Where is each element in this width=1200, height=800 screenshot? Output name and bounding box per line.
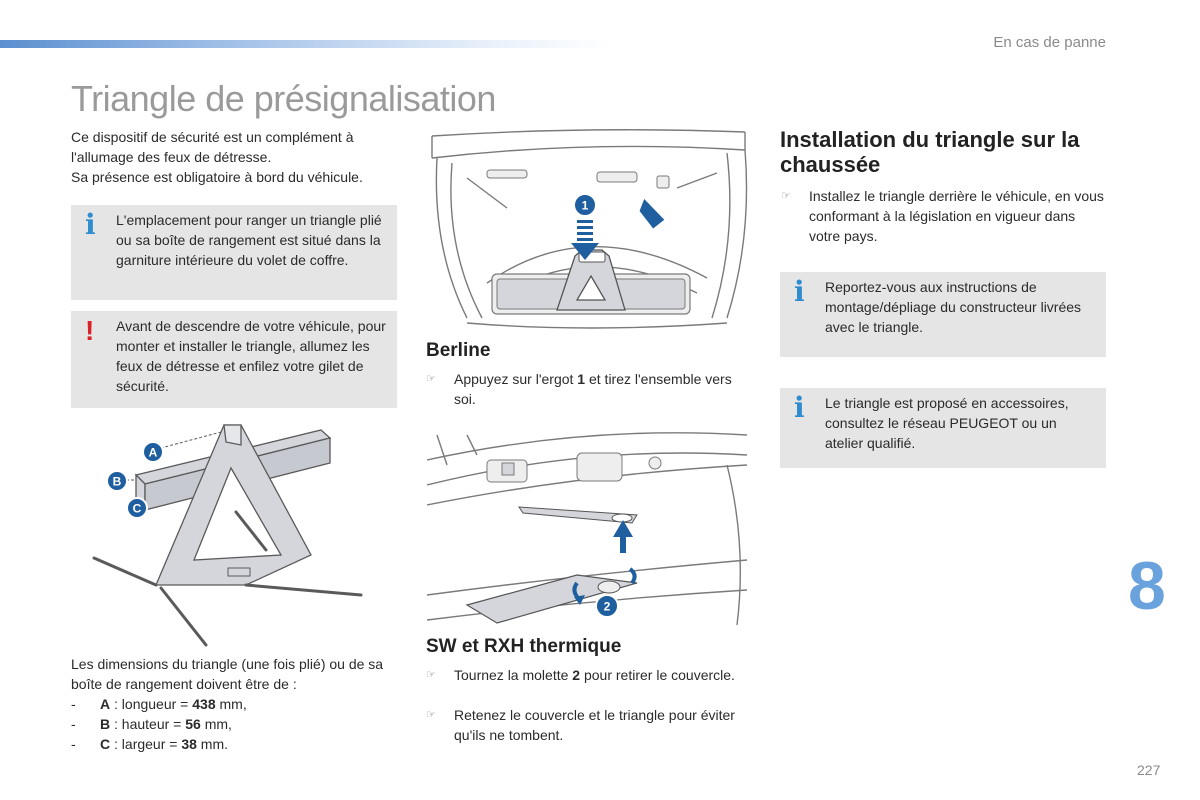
info-box-instructions-text: Reportez-vous aux instructions de montage/dépliage du constructeur livrées avec le triangle. bbox=[825, 279, 1082, 335]
sw-step-2: ☞ Retenez le couvercle et le triangle pour éviter qu'ils ne tombent. bbox=[426, 707, 735, 743]
berline-step-1: ☞ Appuyez sur l'ergot 1 et tirez l'ensemble vers soi. bbox=[426, 371, 732, 407]
section-header: En cas de panne bbox=[993, 34, 1106, 51]
dimensions-text bbox=[71, 654, 401, 754]
label-a bbox=[143, 442, 163, 462]
page-number: 227 bbox=[1137, 762, 1161, 778]
sw-title: SW et RXH thermique bbox=[426, 636, 622, 657]
header-gradient-bar bbox=[0, 40, 610, 48]
bullet-hand-icon: ☞ bbox=[426, 709, 436, 721]
berline-title: Berline bbox=[426, 340, 491, 361]
label-b bbox=[107, 471, 127, 491]
step-badge-1 bbox=[574, 194, 596, 216]
step-badge-2 bbox=[596, 595, 618, 617]
info-box-instructions bbox=[780, 272, 1106, 357]
info-box-storage-text: L'emplacement pour ranger un triangle plié ou sa boîte de rangement est situé dans la garniture intérieure du volet de coffre. bbox=[116, 212, 382, 268]
info-box-accessories-text: Le triangle est proposé en accessoires, consultez le réseau PEUGEOT ou un atelier qualifié. bbox=[825, 395, 1069, 451]
svg-text:2: 2 bbox=[603, 599, 611, 614]
info-box-accessories bbox=[780, 388, 1106, 468]
info-box-storage bbox=[71, 205, 397, 300]
label-c bbox=[127, 498, 147, 518]
intro-line-2: Sa présence est obligatoire à bord du véhicule. bbox=[71, 169, 363, 185]
svg-text:C: C bbox=[132, 501, 142, 516]
warning-icon: ! bbox=[85, 315, 95, 346]
info-icon: i bbox=[794, 275, 805, 308]
svg-text:B: B bbox=[112, 474, 122, 489]
svg-text:A: A bbox=[148, 445, 158, 460]
info-icon: i bbox=[794, 391, 805, 424]
intro-text bbox=[71, 127, 401, 187]
svg-text:1: 1 bbox=[581, 198, 589, 213]
berline-tailgate-figure bbox=[427, 128, 752, 333]
dimension-b: - B : hauteur = 56 mm, bbox=[71, 716, 232, 732]
bullet-hand-icon: ☞ bbox=[781, 190, 791, 202]
dimension-c: - C : largeur = 38 mm. bbox=[71, 736, 229, 752]
installation-title: Installation du triangle sur la chaussée bbox=[780, 127, 1080, 177]
bullet-hand-icon: ☞ bbox=[426, 669, 436, 681]
chapter-number: 8 bbox=[1128, 548, 1166, 624]
warning-box-hazard bbox=[71, 311, 397, 408]
dimensions-intro: Les dimensions du triangle (une fois plié) ou de sa boîte de rangement doivent être de : bbox=[71, 656, 384, 692]
sw-tailgate-figure bbox=[427, 425, 749, 630]
triangle-dimensions-figure bbox=[86, 420, 386, 650]
intro-line-1: Ce dispositif de sécurité est un complément à l'allumage des feux de détresse. bbox=[71, 129, 354, 165]
installation-step: ☞ Installez le triangle derrière le véhicule, en vous conformant à la législation en vigueur dans votre pays. bbox=[781, 188, 1104, 244]
page-title: Triangle de présignalisation bbox=[71, 78, 496, 119]
sw-step-1: ☞ Tournez la molette 2 pour retirer le couvercle. bbox=[426, 667, 735, 683]
info-icon: i bbox=[85, 208, 96, 241]
bullet-hand-icon: ☞ bbox=[426, 373, 436, 385]
dimension-a: - A : longueur = 438 mm, bbox=[71, 696, 247, 712]
warning-box-hazard-text: Avant de descendre de votre véhicule, pour monter et installer le triangle, allumez les feux de détresse et enfilez votre gilet de sécurité. bbox=[116, 318, 386, 394]
